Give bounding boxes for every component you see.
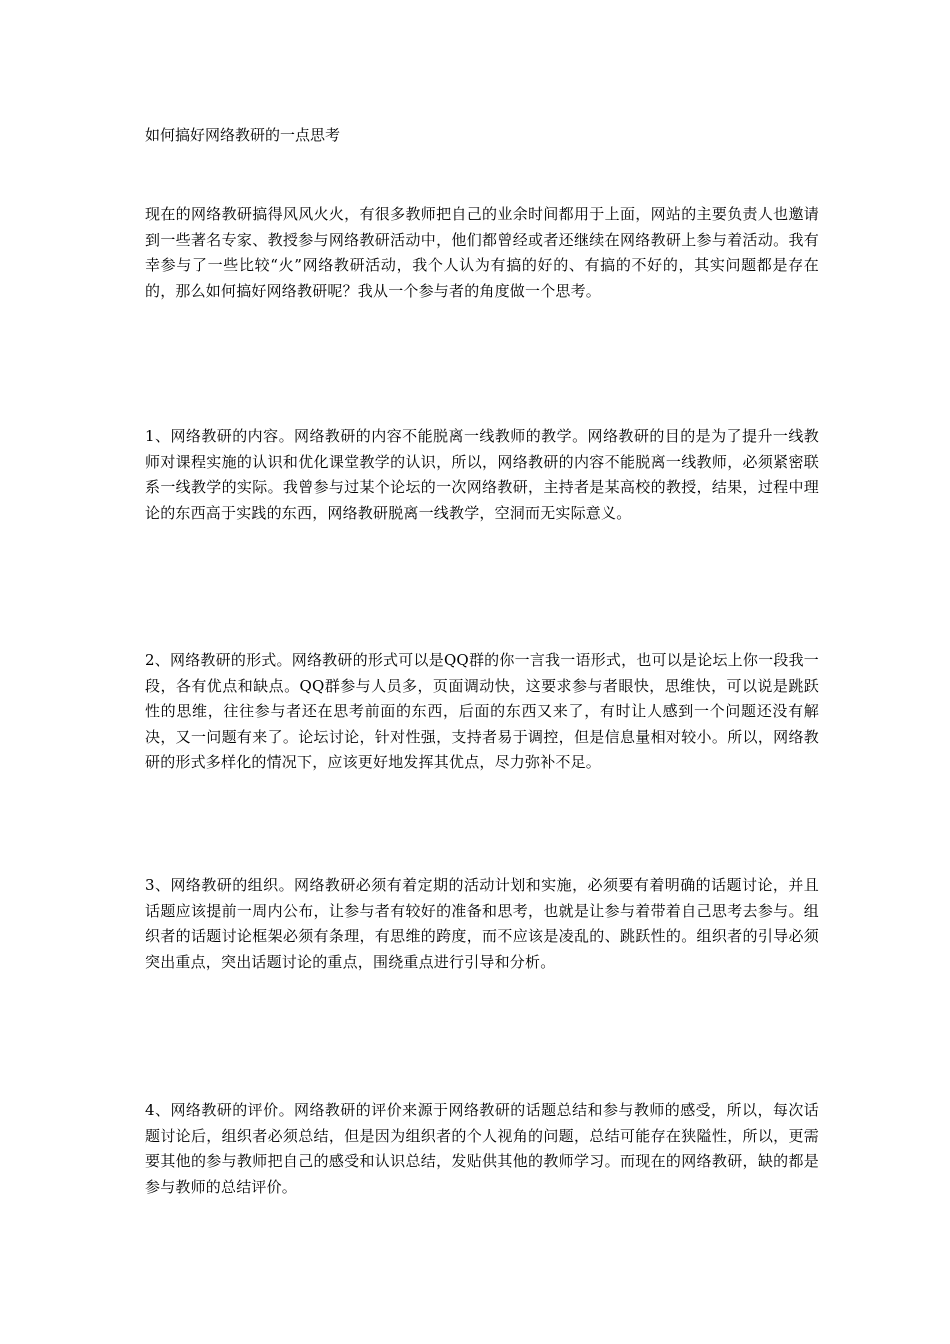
paragraph-intro: 现在的网络教研搞得风风火火，有很多教师把自己的业余时间都用于上面，网站的主要负责人也邀请到一些著名专家、教授参与网络教研活动中，他们都曾经或者还继续在网络教研上参与着活动。我有幸参与了一些比较“火”网络教研活动，我个人认为有搞的好的、有搞的不好的，其实问题都是存在的，那么如何搞好网络教研呢？我从一个参与者的角度做一个思考。	[145, 205, 819, 300]
paragraph-content: 1、网络教研的内容。网络教研的内容不能脱离一线教师的教学。网络教研的目的是为了提升一线教师对课程实施的认识和优化课堂教学的认识，所以，网络教研的内容不能脱离一线教师，必须紧密联系一线教学的实际。我曾参与过某个论坛的一次网络教研，主持者是某高校的教授，结果，过程中理论的东西高于实践的东西，网络教研脱离一线教学，空洞而无实际意义。	[145, 427, 819, 522]
paragraph-organization: 3、网络教研的组织。网络教研必须有着定期的活动计划和实施，必须要有着明确的话题讨论，并且话题应该提前一周内公布，让参与者有较好的准备和思考，也就是让参与着带着自己思考去参与。组织者的话题讨论框架必须有条理，有思维的跨度，而不应该是凌乱的、跳跃性的。组织者的引导必须突出重点，突出话题讨论的重点，围绕重点进行引导和分析。	[145, 876, 819, 971]
paragraph-form: 2、网络教研的形式。网络教研的形式可以是QQ群的你一言我一语形式，也可以是论坛上你一段我一段，各有优点和缺点。QQ群参与人员多，页面调动快，这要求参与者眼快，思维快，可以说是跳跃性的思维，往往参与者还在思考前面的东西，后面的东西又来了，有时让人感到一个问题还没有解决，又一问题有来了。论坛讨论，针对性强，支持者易于调控，但是信息量相对较小。所以，网络教研的形式多样化的情况下，应该更好地发挥其优点，尽力弥补不足。	[145, 651, 819, 771]
paragraph-evaluation: 4、网络教研的评价。网络教研的评价来源于网络教研的话题总结和参与教师的感受，所以，每次话题讨论后，组织者必须总结，但是因为组织者的个人视角的问题，总结可能存在狭隘性，所以，更需要其他的参与教师把自己的感受和认识总结，发贴供其他的教师学习。而现在的网络教研，缺的都是参与教师的总结评价。	[145, 1101, 819, 1196]
document-title: 如何搞好网络教研的一点思考	[145, 126, 341, 144]
